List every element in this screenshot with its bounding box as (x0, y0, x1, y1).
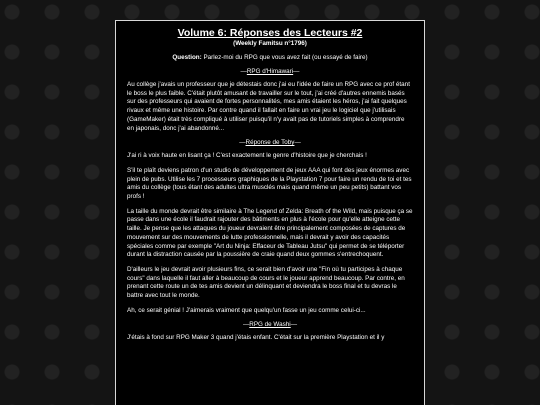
heading-text: Réponse de Toby (245, 139, 295, 147)
page-title: Volume 6: Réponses des Lecteurs #2 (177, 27, 363, 39)
section-heading (127, 68, 413, 76)
heading-dash-left: — (242, 321, 250, 329)
paragraph: S'il te plaît deviens patron d'un studio de développement de jeux AAA qui font des jeux énormes avec plein de pubs. Utilise les 7 processeurs graphiques de la Playstation 7 pour faire un rendu de toi et tes amis du collège (tous étant des adultes ultra musclés mais quand même un peu petits) battant vos profs ! (127, 166, 412, 201)
section-heading (127, 139, 413, 147)
article-panel (115, 20, 425, 405)
heading-dash-right: — (293, 68, 300, 75)
paragraph: J'étais à fond sur RPG Maker 3 quand j'étais enfant. C'était sur la première Playstation et il y (127, 334, 385, 342)
paragraph: Au collège j'avais un professeur que je détestais donc j'ai eu l'idée de faire un RPG avec ce prof étant le boss le plus faible. C'était plutôt amusant de travailler sur le tout, j'ai créé d'autres ennemis basés sur des professeurs qui avaient de fortes personnalités, mes amis étaient les héros, j'ai fait quelques rivaux et même une histoire. Par contre quand il fallait en faire un vrai jeu le logiciel que j'utilisais (GameMaker) était très compliqué à utiliser puisqu'il n'y avait pas de tutoriels simples à comprendre en japonais, donc j'ai abandonné... (127, 81, 410, 132)
heading-dash-right: — (290, 321, 297, 329)
heading-text: RPG de Washi (249, 321, 291, 329)
question-line (127, 54, 413, 62)
question-text: Parlez-moi du RPG que vous avez fait (ou essayé de faire) (201, 54, 368, 61)
page-subtitle: (Weekly Famitsu n°1796) (233, 40, 307, 47)
paragraph: J'ai ri à voix haute en lisant ça ! C'est exactement le genre d'histoire que je cherchais ! (127, 152, 367, 160)
section-washi (127, 321, 413, 343)
heading-dash-left: — (239, 139, 246, 147)
heading-dash-left: — (240, 68, 247, 75)
question-label: Question: (172, 54, 202, 61)
paragraph: Ah, ce serait génial ! J'aimerais vraiment que quelqu'un fasse un jeu comme celui-ci... (127, 306, 366, 314)
heading-text: RPG d'Himawari (246, 68, 294, 75)
section-heading (127, 321, 413, 329)
section-himawari (127, 68, 413, 133)
heading-dash-right: — (294, 139, 301, 147)
paragraph: D'ailleurs le jeu devrait avoir plusieurs fins, ce serait bien d'avoir une "Fin où tu participes à chaque cours" dans laquelle il faut aller à beaucoup de cours et le joueur apprend beaucoup. Par contre, en prenant cette route un de tes amis devient un délinquant et deviendra le boss final et tu devras le battre avec tout le monde. (127, 265, 405, 300)
paragraph: La taille du monde devrait être similaire à The Legend of Zelda: Breath of the Wild, mais puisque ça se passe dans une école il faudrait rajouter des bâtiments en plus à l'école pour qu'elle atteigne cette taille. Je pense que les attaques du joueur devraient être principalement composées de captures de mouvement sur des mouvements de lutte professionnelle, mais il devrait y avoir des capacités spéciales comme par exemple "Art du Ninja: Effaceur de Tableau Jutsu" qui permet de se téléporter durant la distraction causée par la poussière de craie quand deux gommes s'entrechoquent. (127, 207, 413, 259)
section-toby (127, 139, 413, 315)
